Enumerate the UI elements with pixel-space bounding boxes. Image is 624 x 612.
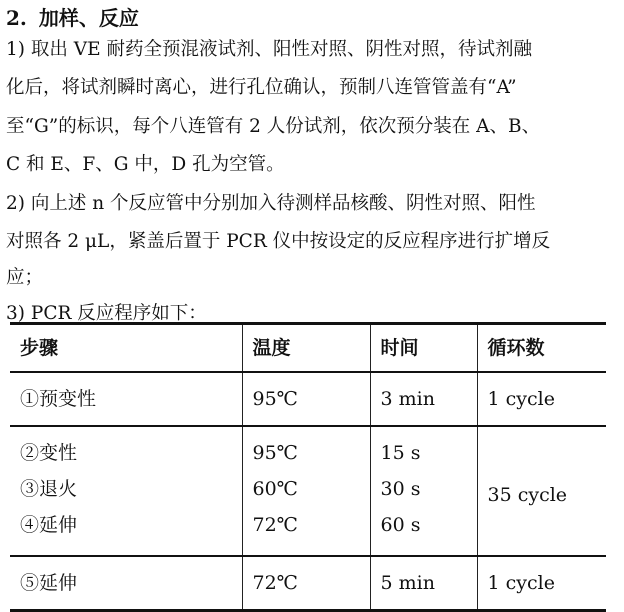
time-cell: 3 min [370,372,477,426]
temperature-cell: 95℃ [242,372,370,426]
time-text: 30 s [380,478,421,500]
step-text: ②变性 [20,442,78,464]
section-number: 2. [6,6,27,30]
cycles-cell: 1 cycle [477,556,606,611]
header-temperature: 温度 [242,324,370,373]
time-text: 60 s [380,514,421,536]
paragraph-line: 至“G”的标识，每个八连管有 2 人份试剂，依次预分装在 A、B、 [6,116,541,137]
step-text: ④延伸 [20,514,78,536]
header-cycles: 循环数 [477,324,606,373]
pcr-program-table [10,322,606,612]
step-cell [10,426,242,556]
temperature-cell [242,426,370,556]
temperature-text: 72℃ [252,514,298,536]
table-header-row [10,324,606,373]
temperature-text: 95℃ [252,442,298,464]
temperature-text: 60℃ [252,478,298,500]
step-cell: ①预变性 [10,372,242,426]
paragraph-line: 1) 取出 VE 耐药全预混液试剂、阳性对照、阴性对照，待试剂融 [6,39,532,60]
paragraph-line: 应； [6,267,44,288]
time-text: 15 s [380,442,421,464]
header-time: 时间 [370,324,477,373]
section-heading [6,4,139,32]
paragraph-line: 2) 向上述 n 个反应管中分别加入待测样品核酸、阴性对照、阳性 [6,193,536,214]
step-cell: ⑤延伸 [10,556,242,611]
paragraph-line: 化后，将试剂瞬时离心，进行孔位确认，预制八连管管盖有“A” [6,77,517,98]
cycles-cell: 35 cycle [477,426,606,556]
table-row [10,372,606,426]
cycles-cell: 1 cycle [477,372,606,426]
paragraph-line: 对照各 2 μL，紧盖后置于 PCR 仪中按设定的反应程序进行扩增反 [6,231,551,252]
step-text: ③退火 [20,478,78,500]
table-row [10,556,606,611]
time-cell [370,426,477,556]
temperature-cell: 72℃ [242,556,370,611]
table-row [10,426,606,556]
paragraph-line: 3) PCR 反应程序如下： [6,303,207,324]
time-cell: 5 min [370,556,477,611]
header-step: 步骤 [10,324,242,373]
section-title: 加样、反应 [38,6,139,30]
paragraph-line: C 和 E、F、G 中，D 孔为空管。 [6,154,285,175]
